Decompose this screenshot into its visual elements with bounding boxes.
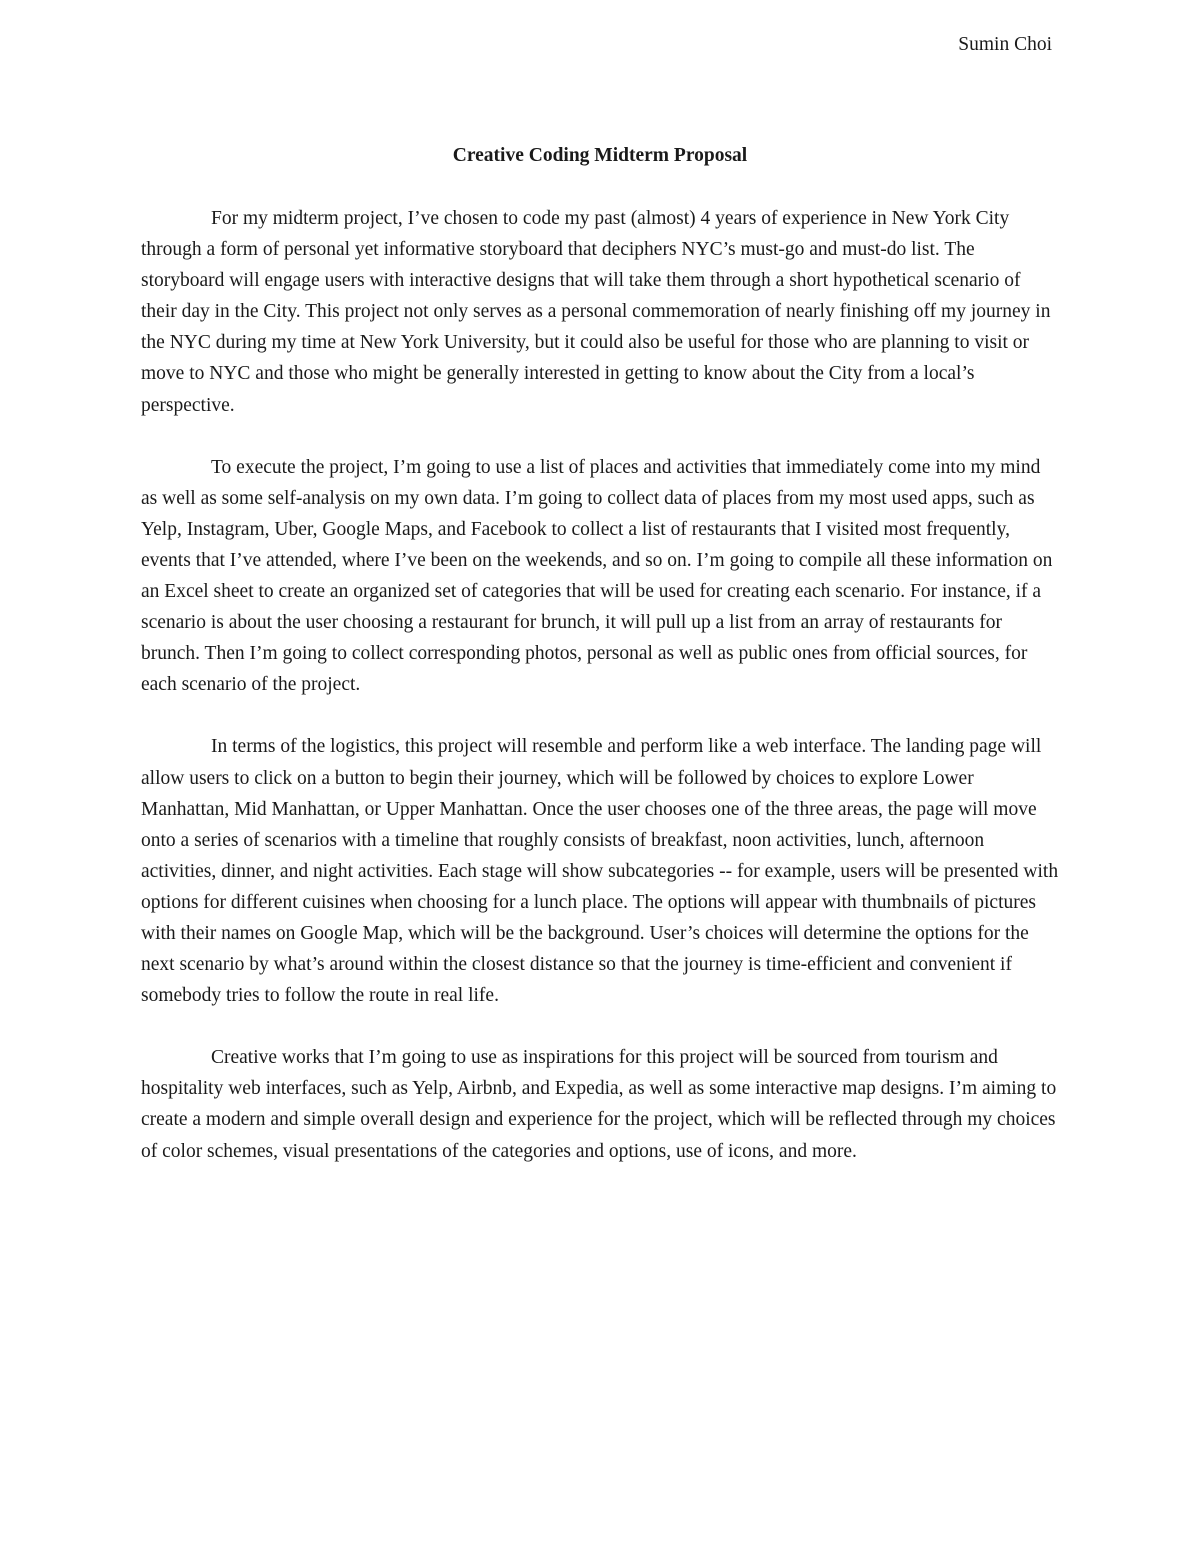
document-body	[141, 203, 1059, 1198]
paragraph-inspirations: Creative works that I’m going to use as inspirations for this project will be sourced from tourism and hospitality web interfaces, such as Yelp, Airbnb, and Expedia, as well as some interactive map designs. I’m aiming to create a modern and simple overall design and experience for the project, which will be reflected through my choices of color schemes, visual presentations of the categories and options, use of icons, and more.	[141, 1047, 1057, 1162]
author-header: Sumin Choi	[958, 34, 1052, 55]
document-title: Creative Coding Midterm Proposal	[452, 145, 748, 166]
paragraph-execution: To execute the project, I’m going to use a list of places and activities that immediately come into my mind as well as some self-analysis on my own data. I’m going to collect data of places from my most used apps, such as Yelp, Instagram, Uber, Google Maps, and Facebook to collect a list of restaurants that I visited most frequently, events that I’ve attended, where I’ve been on the weekends, and so on. I’m going to compile all these information on an Excel sheet to create an organized set of categories that will be used for creating each scenario. For instance, if a scenario is about the user choosing a restaurant for brunch, it will pull up a list from an array of restaurants for brunch. Then I’m going to collect corresponding photos, personal as well as public ones from official sources, for each scenario of the project.	[141, 456, 1053, 696]
paragraph-intro: For my midterm project, I’ve chosen to code my past (almost) 4 years of experience in New York City through a form of personal yet informative storyboard that deciphers NYC’s must-go and must-do list. The storyboard will engage users with interactive designs that will take them through a short hypothetical scenario of their day in the City. This project not only serves as a personal commemoration of nearly finishing off my journey in the NYC during my time at New York University, but it could also be useful for those who are planning to visit or move to NYC and those who might be generally interested in getting to know about the City from a local’s perspective.	[141, 208, 1051, 416]
paragraph-logistics: In terms of the logistics, this project will resemble and perform like a web interface. The landing page will allow users to click on a button to begin their journey, which will be followed by choices to explore Lower Manhattan, Mid Manhattan, or Upper Manhattan. Once the user chooses one of the three areas, the page will move onto a series of scenarios with a timeline that roughly consists of breakfast, noon activities, lunch, afternoon activities, dinner, and night activities. Each stage will show subcategories -- for example, users will be presented with options for different cuisines when choosing for a lunch place. The options will appear with thumbnails of pictures with their names on Google Map, which will be the background. User’s choices will determine the options for the next scenario by what’s around within the closest distance so that the journey is time-efficient and convenient if somebody tries to follow the route in real life.	[141, 736, 1059, 1007]
